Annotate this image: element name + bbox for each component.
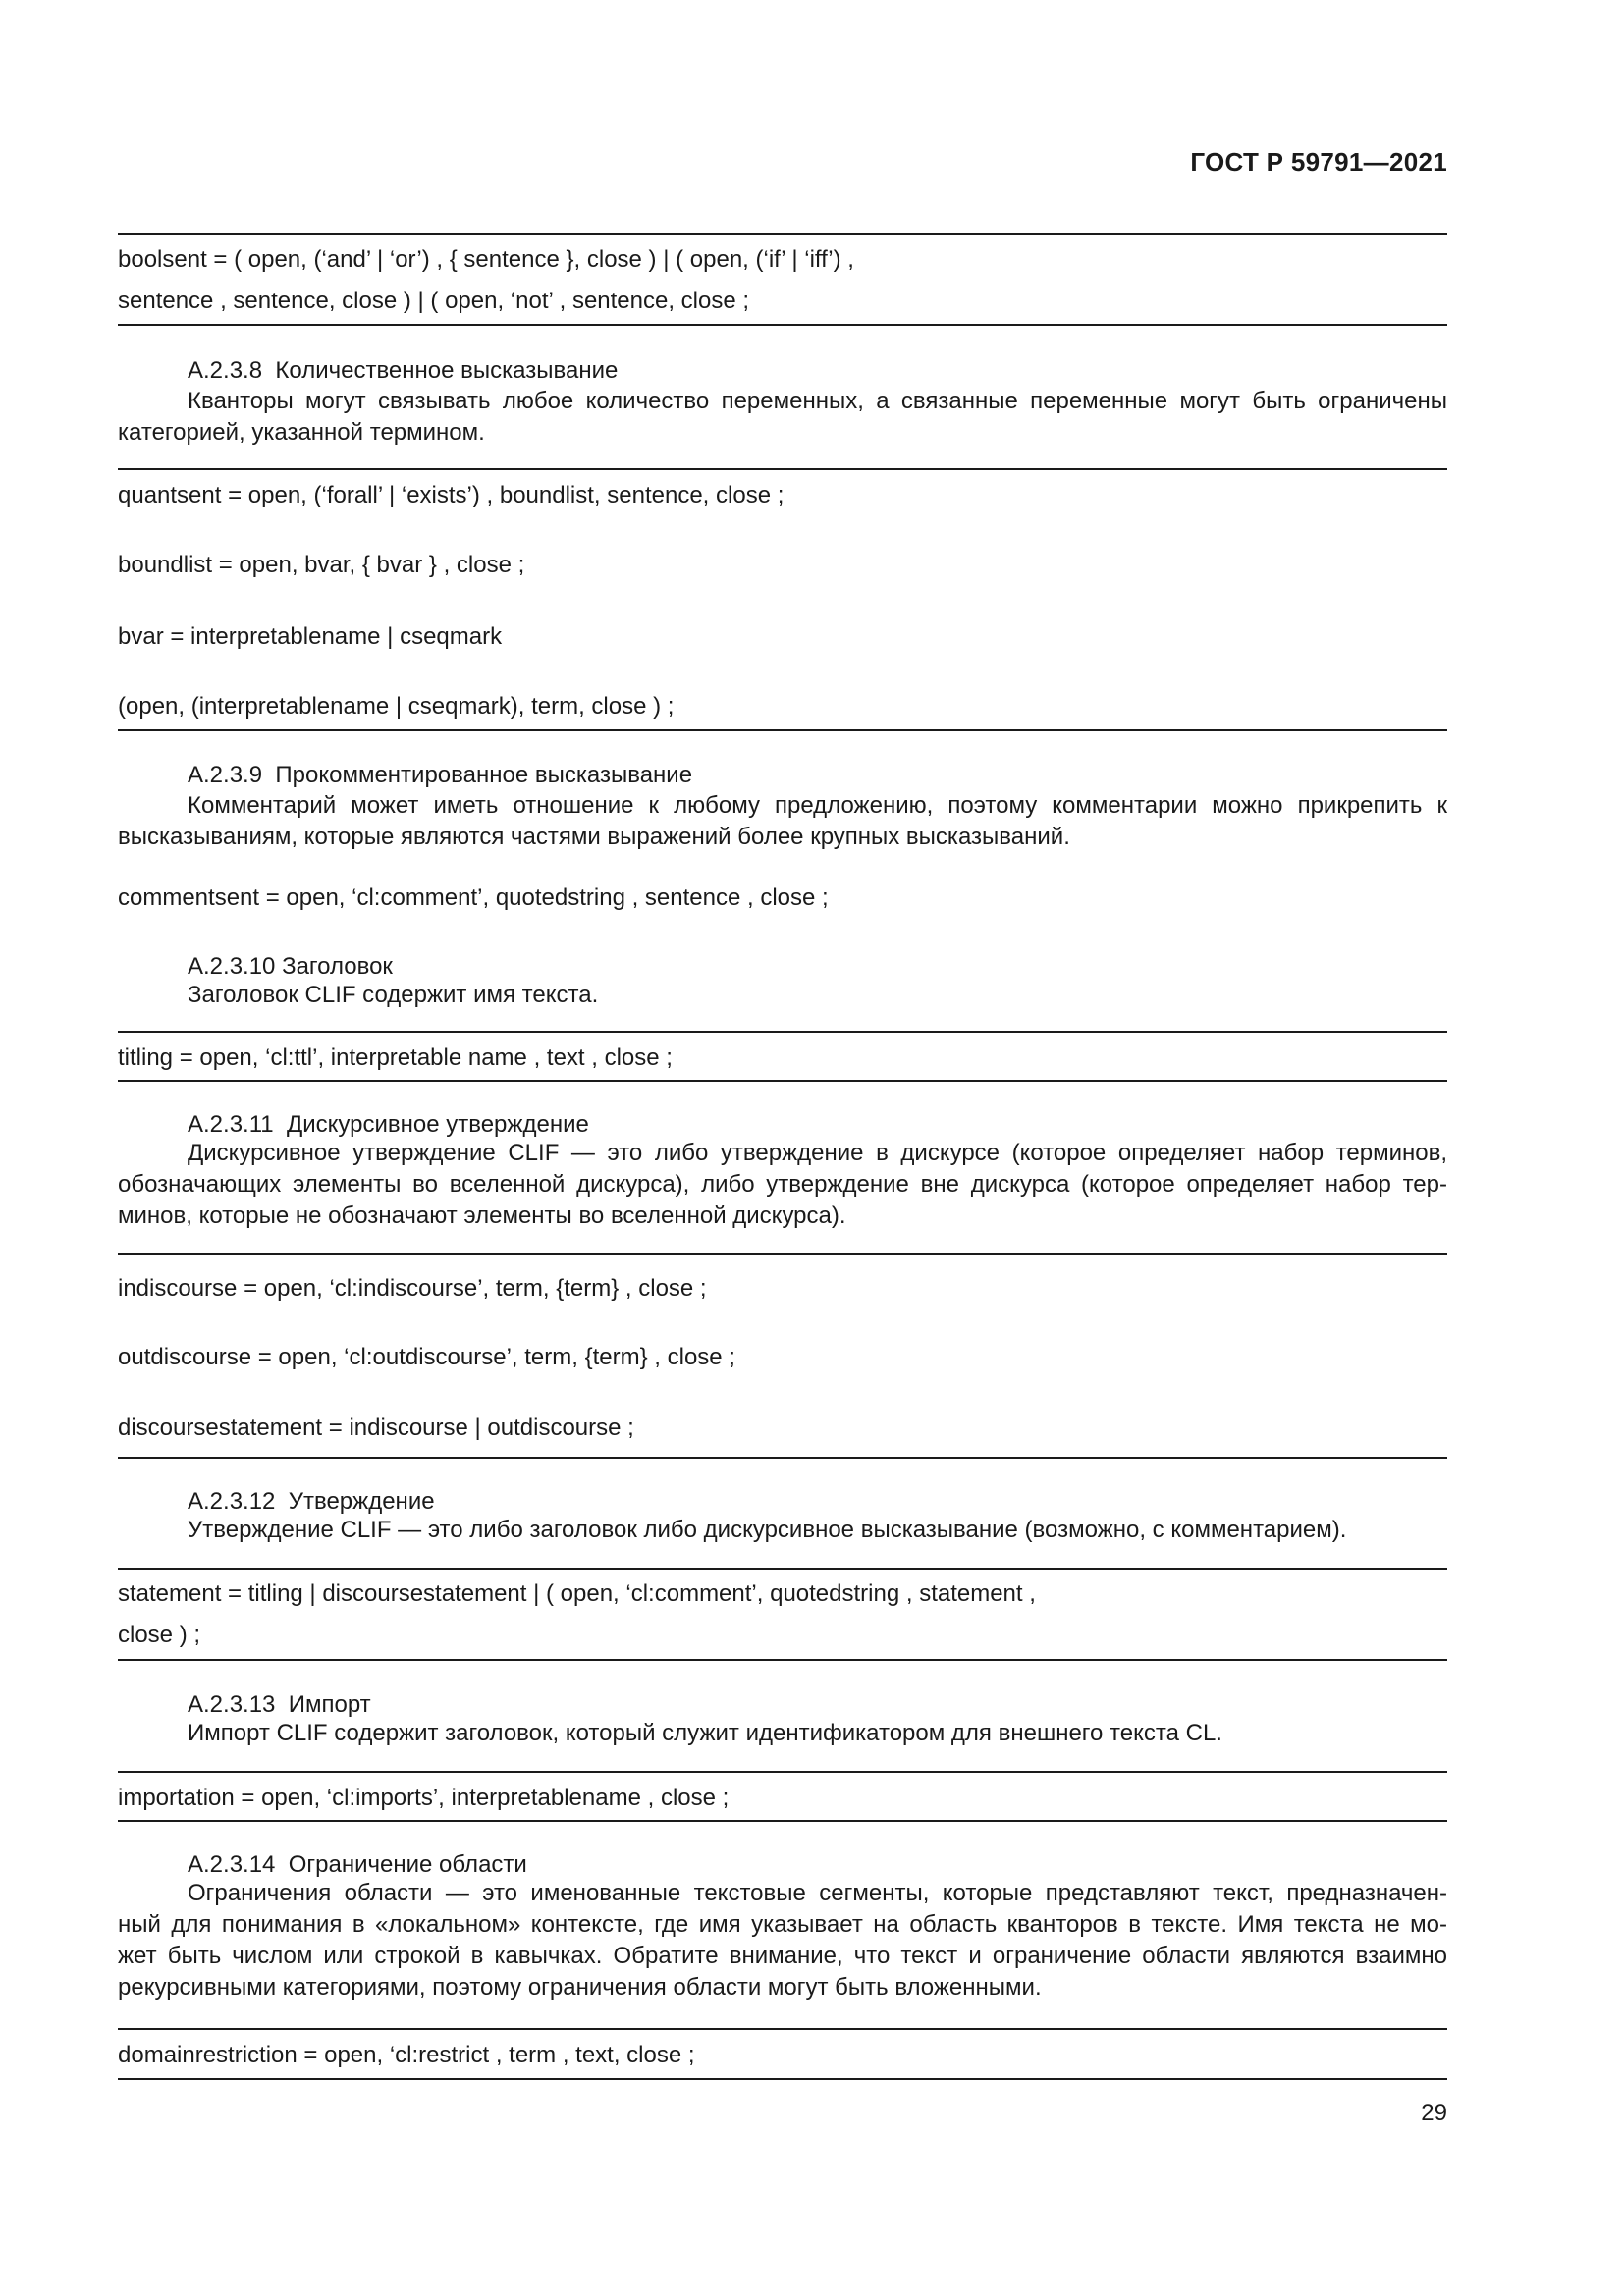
paragraph-line: ный для понимания в «локальном» контексте, где имя указывает на область кванторов в тексте. Имя текста не мо-: [118, 1911, 1447, 1938]
rule: [118, 1568, 1447, 1570]
paragraph-line: Кванторы могут связывать любое количество переменных, а связанные переменные могут быть ограничены: [188, 388, 1447, 414]
rule: [118, 2078, 1447, 2080]
section-heading-a2312: А.2.3.12 Утверждение: [188, 1488, 435, 1515]
grammar-bvar: bvar = interpretablename | cseqmark: [118, 623, 503, 650]
rule: [118, 1080, 1447, 1082]
paragraph-line: жет быть числом или строкой в кавычках. Обратите внимание, что текст и ограничение области являются взаимно: [118, 1943, 1447, 1969]
section-heading-a2310: А.2.3.10 Заголовок: [188, 953, 393, 980]
grammar-domainrestriction: domainrestriction = open, ‘cl:restrict , term , text, close ;: [118, 2042, 695, 2068]
grammar-bvar-continuation: (open, (interpretablename | cseqmark), term, close ) ;: [118, 693, 675, 720]
grammar-statement-line-2: close ) ;: [118, 1622, 201, 1648]
section-a2313-text: Импорт CLIF содержит заголовок, который служит идентификатором для внешнего текста CL.: [188, 1720, 1222, 1746]
grammar-importation: importation = open, ‘cl:imports’, interpretablename , close ;: [118, 1785, 730, 1811]
rule: [118, 1771, 1447, 1773]
rule: [118, 1457, 1447, 1459]
section-a2311-paragraph: [118, 1138, 1447, 1232]
grammar-boundlist: boundlist = open, bvar, { bvar } , close ;: [118, 552, 525, 578]
rule: [118, 324, 1447, 326]
paragraph-line: Ограничения области — это именованные текстовые сегменты, которые представляют текст, предназначен-: [188, 1880, 1447, 1906]
grammar-titling: titling = open, ‘cl:ttl’, interpretable name , text , close ;: [118, 1044, 673, 1071]
rule: [118, 1820, 1447, 1822]
rule: [118, 729, 1447, 731]
grammar-discoursestatement: discoursestatement = indiscourse | outdiscourse ;: [118, 1415, 634, 1441]
rule: [118, 2028, 1447, 2030]
paragraph-line: Дискурсивное утверждение CLIF — это либо утверждение в дискурсе (которое определяет набор терминов,: [188, 1140, 1447, 1166]
paragraph-line: Комментарий может иметь отношение к любому предложению, поэтому комментарии можно прикрепить к: [188, 792, 1447, 819]
rule: [118, 468, 1447, 470]
section-a2312-text: Утверждение CLIF — это либо заголовок либо дискурсивное высказывание (возможно, с комментарием).: [188, 1517, 1347, 1543]
section-heading-a2314: А.2.3.14 Ограничение области: [188, 1851, 527, 1878]
section-heading-a238: А.2.3.8 Количественное высказывание: [188, 357, 619, 384]
grammar-boolsent-line-1: boolsent = ( open, (‘and’ | ‘or’) , { sentence }, close ) | ( open, (‘if’ | ‘iff’) ,: [118, 246, 854, 273]
grammar-indiscourse: indiscourse = open, ‘cl:indiscourse’, term, {term} , close ;: [118, 1275, 707, 1302]
section-a238-paragraph: [118, 386, 1447, 449]
rule: [118, 1659, 1447, 1661]
paragraph-line: рекурсивными категориями, поэтому ограничения области могут быть вложенными.: [118, 1974, 1042, 2001]
page-number: 29: [1421, 2100, 1447, 2126]
rule: [118, 1031, 1447, 1033]
paragraph-line: минов, которые не обозначают элементы во вселенной дискурса).: [118, 1202, 846, 1229]
section-a239-paragraph: [118, 790, 1447, 853]
paragraph-line: высказываниям, которые являются частями выражений более крупных высказываний.: [118, 824, 1070, 850]
rule: [118, 233, 1447, 235]
section-heading-a2313: А.2.3.13 Импорт: [188, 1691, 371, 1718]
grammar-statement-line-1: statement = titling | discoursestatement | ( open, ‘cl:comment’, quotedstring , statement ,: [118, 1580, 1036, 1607]
section-heading-a239: А.2.3.9 Прокомментированное высказывание: [188, 762, 693, 788]
section-heading-a2311: А.2.3.11 Дискурсивное утверждение: [188, 1111, 589, 1138]
grammar-outdiscourse: outdiscourse = open, ‘cl:outdiscourse’, term, {term} , close ;: [118, 1344, 735, 1370]
section-a2314-paragraph: [118, 1878, 1447, 2003]
grammar-commentsent: commentsent = open, ‘cl:comment’, quotedstring , sentence , close ;: [118, 884, 829, 911]
rule: [118, 1253, 1447, 1255]
paragraph-line: категорией, указанной термином.: [118, 419, 485, 446]
paragraph-line: обозначающих элементы во вселенной дискурса), либо утверждение вне дискурса (которое определяет набор тер-: [118, 1171, 1447, 1198]
grammar-quantsent: quantsent = open, (‘forall’ | ‘exists’) , boundlist, sentence, close ;: [118, 482, 785, 508]
page-header-standard-number: ГОСТ Р 59791—2021: [1190, 147, 1447, 177]
section-a2310-text: Заголовок CLIF содержит имя текста.: [188, 982, 599, 1008]
grammar-boolsent-line-2: sentence , sentence, close ) | ( open, ‘not’ , sentence, close ;: [118, 288, 750, 314]
